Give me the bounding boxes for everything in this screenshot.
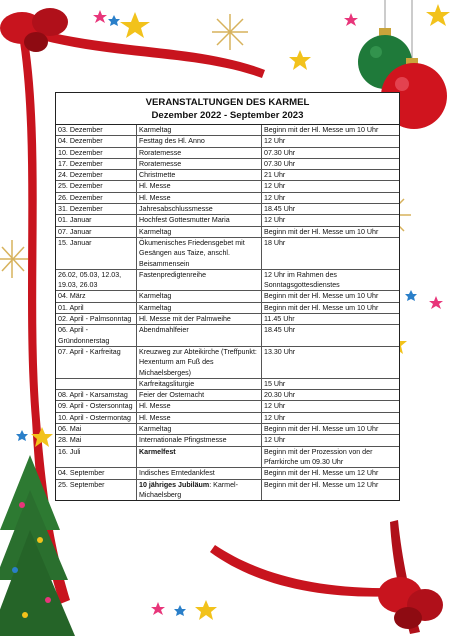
event-date: 04. Dezember — [56, 136, 137, 147]
event-date: 25. Dezember — [56, 181, 137, 192]
event-date: 31. Dezember — [56, 204, 137, 215]
table-row — [56, 215, 399, 226]
event-time: Beginn mit der Prozession von der Pfarrkirche um 09.30 Uhr — [262, 446, 400, 468]
event-name: Abendmahlfeier — [137, 325, 262, 347]
event-time: 13.30 Uhr — [262, 346, 400, 378]
event-time: 12 Uhr — [262, 412, 400, 423]
event-name: Karmeltag — [137, 226, 262, 237]
event-name: Ökumenisches Friedensgebet mit Gesängen aus Taize, anschl. Beisammensein — [137, 237, 262, 269]
event-date: 15. Januar — [56, 237, 137, 269]
table-row — [56, 158, 399, 169]
table-row — [56, 424, 399, 435]
event-date: 07. April - Karfreitag — [56, 346, 137, 378]
table-row — [56, 136, 399, 147]
event-date: 10. April - Ostermontag — [56, 412, 137, 423]
event-time: 12 Uhr — [262, 401, 400, 412]
snowflake-icon — [212, 14, 248, 50]
event-name: Feier der Osternacht — [137, 390, 262, 401]
table-row — [56, 204, 399, 215]
event-date: 26.02, 05.03, 12.03, 19.03, 26.03 — [56, 269, 137, 291]
table-row — [56, 390, 399, 401]
event-time: 21 Uhr — [262, 170, 400, 181]
event-time: 07.30 Uhr — [262, 158, 400, 169]
event-time: Beginn mit der Hl. Messe um 12 Uhr — [262, 468, 400, 479]
event-time: 12 Uhr im Rahmen des Sonntagsgottesdienstes — [262, 269, 400, 291]
events-table — [56, 125, 399, 500]
table-row — [56, 479, 399, 500]
event-name: Fastenpredigtenreihe — [137, 269, 262, 291]
event-time: Beginn mit der Hl. Messe um 10 Uhr — [262, 125, 400, 136]
schedule-subtitle: Dezember 2022 - September 2023 — [151, 110, 304, 121]
event-name: Hl. Messe — [137, 181, 262, 192]
event-date: 01. April — [56, 302, 137, 313]
event-name: Indisches Erntedankfest — [137, 468, 262, 479]
event-time: 12 Uhr — [262, 435, 400, 446]
table-row — [56, 346, 399, 378]
event-name — [137, 479, 262, 500]
event-date: 25. September — [56, 479, 137, 500]
event-time: 12 Uhr — [262, 136, 400, 147]
event-date: 17. Dezember — [56, 158, 137, 169]
table-row — [56, 378, 399, 389]
event-name: Hl. Messe — [137, 192, 262, 203]
event-time: 12 Uhr — [262, 192, 400, 203]
event-date: 07. Januar — [56, 226, 137, 237]
table-row — [56, 181, 399, 192]
event-date: 06. Mai — [56, 424, 137, 435]
event-time: 18.45 Uhr — [262, 325, 400, 347]
event-schedule — [55, 92, 400, 501]
table-row — [56, 237, 399, 269]
event-time: 11.45 Uhr — [262, 314, 400, 325]
event-name: Hl. Messe — [137, 412, 262, 423]
event-name: Christmette — [137, 170, 262, 181]
event-date: 06. April - Gründonnerstag — [56, 325, 137, 347]
event-name-suffix: : Karmel-Michaelsberg — [139, 480, 238, 499]
event-name: Karfreitagsliturgie — [137, 378, 262, 389]
snowflake-left-icon — [0, 240, 28, 278]
event-name: Internationale Pfingstmesse — [137, 435, 262, 446]
event-time: 20.30 Uhr — [262, 390, 400, 401]
event-time: Beginn mit der Hl. Messe um 10 Uhr — [262, 424, 400, 435]
table-row — [56, 401, 399, 412]
event-name: Jahresabschlussmesse — [137, 204, 262, 215]
event-time: Beginn mit der Hl. Messe um 10 Uhr — [262, 226, 400, 237]
event-name: Hochfest Gottesmutter Maria — [137, 215, 262, 226]
table-row — [56, 269, 399, 291]
event-time: 18.45 Uhr — [262, 204, 400, 215]
table-row — [56, 468, 399, 479]
event-name: Karmeltag — [137, 291, 262, 302]
table-row — [56, 226, 399, 237]
table-row — [56, 325, 399, 347]
ribbon-bottom — [210, 545, 400, 597]
event-time: 12 Uhr — [262, 215, 400, 226]
event-date: 03. Dezember — [56, 125, 137, 136]
red-ribbon-bow-bottom-icon — [378, 577, 443, 629]
event-date: 26. Dezember — [56, 192, 137, 203]
event-name: Hl. Messe mit der Palmweihe — [137, 314, 262, 325]
table-row — [56, 125, 399, 136]
event-name: Hl. Messe — [137, 401, 262, 412]
event-date: 09. April - Ostersonntag — [56, 401, 137, 412]
event-date: 16. Juli — [56, 446, 137, 468]
event-time: 15 Uhr — [262, 378, 400, 389]
ribbon-top — [40, 30, 265, 78]
table-row — [56, 192, 399, 203]
event-name: Karmelfest — [137, 446, 262, 468]
event-time: Beginn mit der Hl. Messe um 10 Uhr — [262, 291, 400, 302]
event-time: Beginn mit der Hl. Messe um 10 Uhr — [262, 302, 400, 313]
table-row — [56, 446, 399, 468]
event-name-bold: 10 jähriges Jubiläum — [139, 480, 210, 489]
table-row — [56, 314, 399, 325]
event-name: Karmeltag — [137, 424, 262, 435]
event-date: 02. April - Palmsonntag — [56, 314, 137, 325]
schedule-title: VERANSTALTUNGEN DES KARMEL — [145, 97, 310, 108]
table-row — [56, 302, 399, 313]
event-date: 04. September — [56, 468, 137, 479]
event-date — [56, 378, 137, 389]
event-name: Karmeltag — [137, 302, 262, 313]
event-date: 08. April - Karsamstag — [56, 390, 137, 401]
table-row — [56, 291, 399, 302]
event-time: 07.30 Uhr — [262, 147, 400, 158]
event-name: Roratemesse — [137, 158, 262, 169]
event-date: 28. Mai — [56, 435, 137, 446]
event-date: 01. Januar — [56, 215, 137, 226]
event-time: Beginn mit der Hl. Messe um 12 Uhr — [262, 479, 400, 500]
event-name: Karmeltag — [137, 125, 262, 136]
table-row — [56, 435, 399, 446]
event-name: Festtag des Hl. Anno — [137, 136, 262, 147]
schedule-header — [56, 93, 399, 125]
event-date: 24. Dezember — [56, 170, 137, 181]
event-name: Kreuzweg zur Abteikirche (Treffpunkt: Hexenturm am Fuß des Michaelsberges) — [137, 346, 262, 378]
table-row — [56, 170, 399, 181]
event-name: Roratemesse — [137, 147, 262, 158]
event-time: 18 Uhr — [262, 237, 400, 269]
event-date: 10. Dezember — [56, 147, 137, 158]
table-row — [56, 412, 399, 423]
event-date: 04. März — [56, 291, 137, 302]
red-ribbon-bow-icon — [0, 8, 68, 52]
event-time: 12 Uhr — [262, 181, 400, 192]
table-row — [56, 147, 399, 158]
